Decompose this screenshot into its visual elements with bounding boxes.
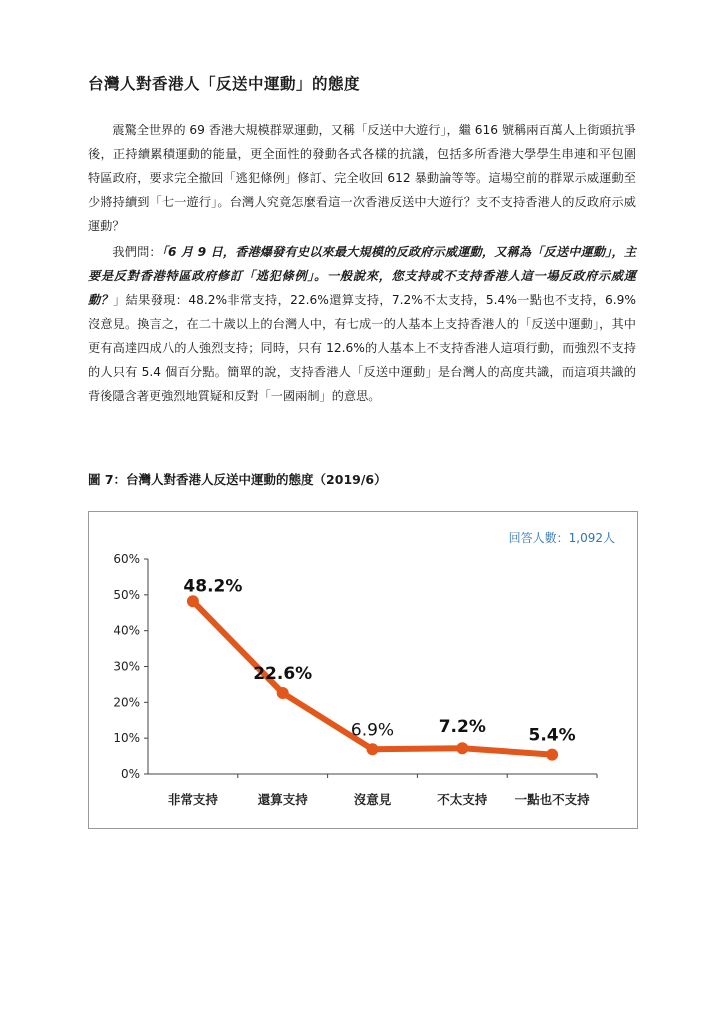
respondents-count: 回答人數：1,092人 xyxy=(508,531,615,545)
x-tick-label: 不太支持 xyxy=(437,792,488,807)
x-tick-label: 還算支持 xyxy=(257,792,308,807)
paragraph-intro: 震驚全世界的 69 香港大規模群眾運動，又稱「反送中大遊行」，繼 616 號稱兩百萬人上街頭抗爭後，正持續累積運動的能量，更全面性的發動各式各樣的抗議，包括多所香港大學學生串連和平包圍特區政府，要求完全撤回「逃犯條例」修訂、完全收回 612 暴動論等等。這場空前的群眾示威運動至少將持續到「七一遊行」。台灣人究竟怎麼看這一次香港反送中大遊行？支不支持香港人的反政府示威運動？ xyxy=(88,123,636,233)
data-label: 6.9% xyxy=(350,720,395,741)
data-label: 22.6% xyxy=(253,664,313,685)
data-label: 48.2% xyxy=(183,576,243,597)
y-tick-label: 60% xyxy=(113,552,140,566)
chart-frame xyxy=(88,511,638,829)
x-tick-label: 非常支持 xyxy=(167,792,218,807)
question-lead: 我們問： xyxy=(112,245,162,259)
data-point xyxy=(277,687,289,699)
data-point xyxy=(456,742,468,754)
survey-question: 「6 月 9 日，香港爆發有史以來最大規模的反政府示威運動，又稱為「反送中運動」，主要是反對香港特區政府修訂「逃犯條例」。一般說來，您支持或不支持香港人這一場反政府示威運動？ xyxy=(88,245,637,307)
data-point xyxy=(367,743,379,755)
y-tick-label: 40% xyxy=(113,623,140,638)
y-tick-label: 10% xyxy=(113,731,140,746)
data-label: 7.2% xyxy=(438,717,486,738)
y-tick-label: 20% xyxy=(113,695,140,710)
findings-text: 」結果發現：48.2%非常支持，22.6%還算支持，7.2%不太支持，5.4%一點也不支持，6.9%沒意見。換言之，在二十歲以上的台灣人中，有七成一的人基本上支持香港人的「反送中運動」，其中更有高達四成八的人強烈支持；同時，只有 12.6%的人基本上不支持香港人這項行動，而強烈不支持的人只有 5.4 個百分點。簡單的說，支持香港人「反送中運動」是台灣人的高度共識，而這項共識的背後隱含著更強烈地質疑和反對「一國兩制」的意思。 xyxy=(88,293,637,403)
data-point xyxy=(546,749,558,761)
paragraph-findings xyxy=(88,240,636,408)
y-tick-label: 30% xyxy=(113,659,140,674)
y-tick-label: 50% xyxy=(113,587,140,602)
figure-caption: 圖 7：台灣人對香港人反送中運動的態度（2019/6） xyxy=(88,472,387,487)
y-tick-label: 0% xyxy=(120,767,140,781)
page-title: 台灣人對香港人「反送中運動」的態度 xyxy=(88,75,361,93)
x-tick-label: 沒意見 xyxy=(353,792,392,807)
data-label: 5.4% xyxy=(528,725,576,746)
data-point xyxy=(187,595,199,607)
line-chart xyxy=(89,512,637,828)
x-tick-label: 一點也不支持 xyxy=(514,792,590,807)
